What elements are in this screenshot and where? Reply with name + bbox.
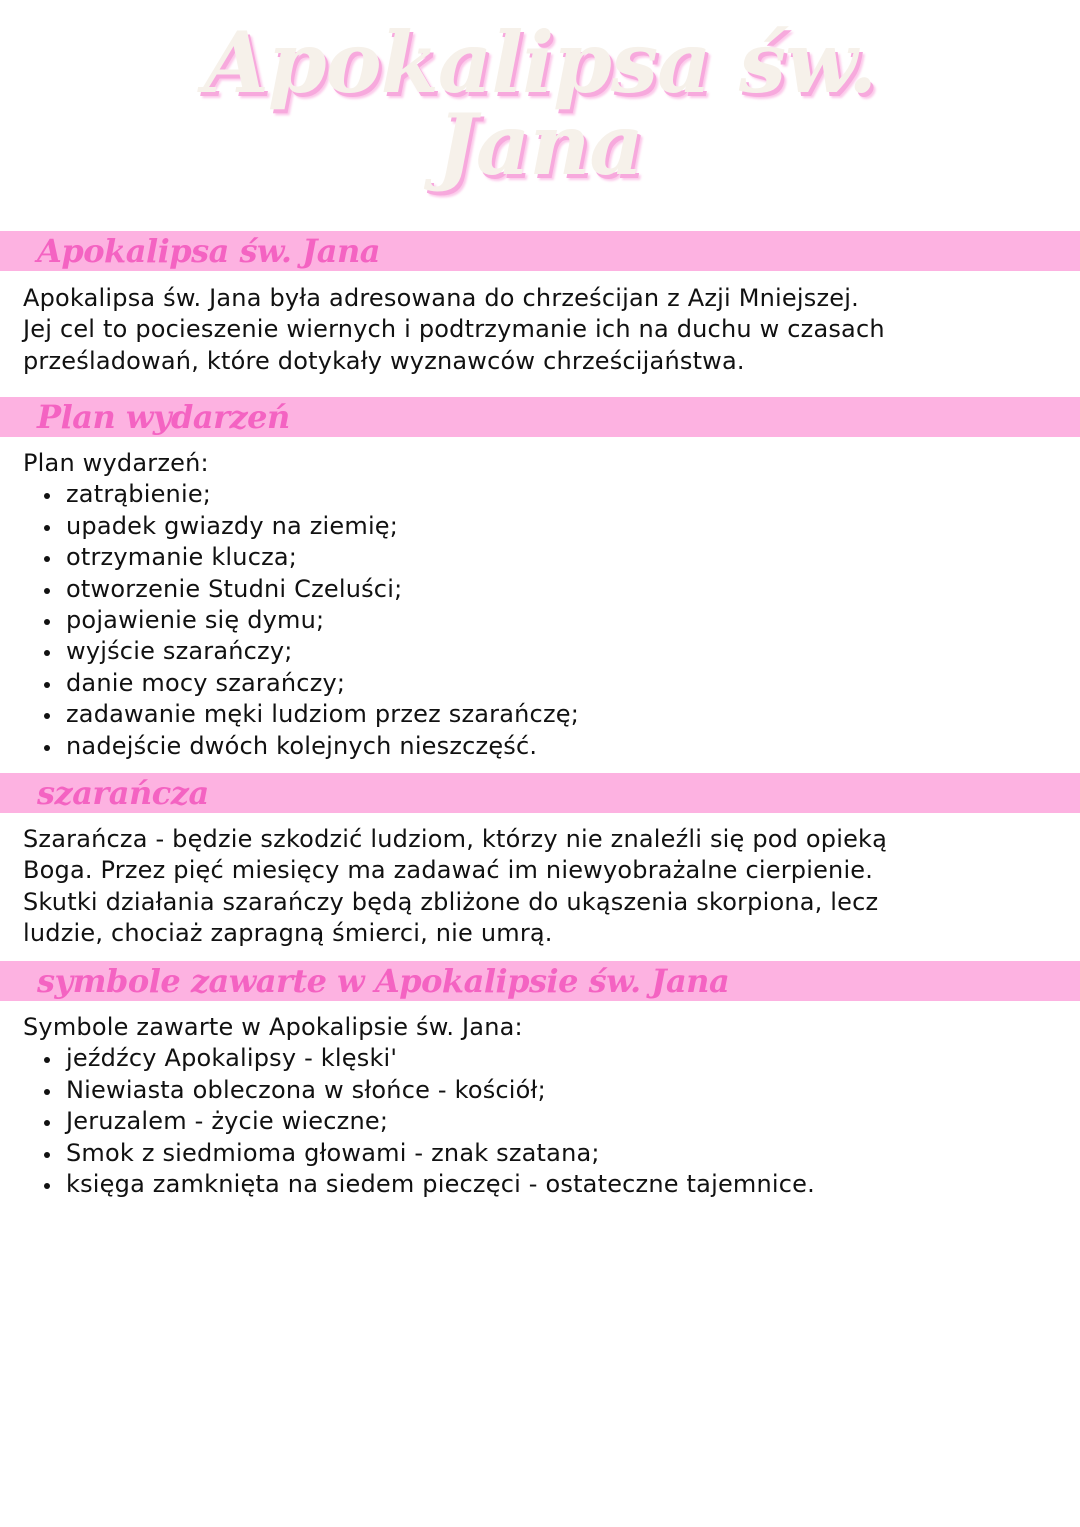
section-heading-apokalipsa: Apokalipsa św. Jana: [37, 232, 381, 270]
paragraph-line: Apokalipsa św. Jana była adresowana do chrześcijan z Azji Mniejszej.: [23, 284, 859, 312]
section-body-szarancza: [23, 824, 887, 950]
symbols-list: [23, 1043, 815, 1200]
list-item: otworzenie Studni Czeluści;: [23, 574, 579, 605]
paragraph-line: prześladowań, które dotykały wyznawców chrześcijaństwa.: [23, 346, 745, 375]
paragraph-line: Skutki działania szarańczy będą zbliżone do ukąszenia skorpiona, lecz: [23, 887, 879, 916]
list-item: księga zamknięta na siedem pieczęci - ostateczne tajemnice.: [23, 1169, 815, 1200]
list-item: otrzymanie klucza;: [23, 542, 579, 573]
section-header-band-szarancza: [0, 773, 1080, 813]
section-body-symbole: [23, 1012, 815, 1200]
section-heading-symbole: symbole zawarte w Apokalipsie św. Jana: [37, 962, 730, 1000]
paragraph-line: Szarańcza - będzie szkodzić ludziom, którzy nie znaleźli się pod opieką: [23, 825, 888, 853]
section-header-band-symbole: [0, 961, 1080, 1001]
events-list: [23, 479, 579, 762]
list-intro: Symbole zawarte w Apokalipsie św. Jana:: [23, 1013, 523, 1041]
list-item: zatrąbienie;: [23, 479, 579, 510]
document-title: [0, 13, 1080, 194]
section-header-band-plan: [0, 397, 1080, 437]
section-heading-szarancza: szarańcza: [37, 774, 209, 812]
paragraph-line: Boga. Przez pięć miesięcy ma zadawać im niewyobrażalne cierpienie.: [23, 856, 874, 885]
list-item: nadejście dwóch kolejnych nieszczęść.: [23, 731, 579, 762]
list-intro: Plan wydarzeń:: [23, 449, 209, 477]
list-item: Jeruzalem - życie wieczne;: [23, 1106, 815, 1137]
section-header-band-apokalipsa: [0, 231, 1080, 271]
document-title-line-2: Jana: [437, 95, 643, 194]
list-item: Smok z siedmioma głowami - znak szatana;: [23, 1138, 815, 1169]
section-body-plan: [23, 448, 579, 762]
section-body-apokalipsa: [23, 283, 885, 377]
list-item: upadek gwiazdy na ziemię;: [23, 511, 579, 542]
section-heading-plan: Plan wydarzeń: [37, 398, 290, 436]
list-item: danie mocy szarańczy;: [23, 668, 579, 699]
document-title-line-1: Apokalipsa św.: [203, 13, 877, 112]
list-item: Niewiasta obleczona w słońce - kościół;: [23, 1075, 815, 1106]
list-item: pojawienie się dymu;: [23, 605, 579, 636]
list-item: jeźdźcy Apokalipsy - klęski': [23, 1043, 815, 1074]
list-item: zadawanie męki ludziom przez szarańczę;: [23, 699, 579, 730]
paragraph-line: ludzie, chociaż zapragną śmierci, nie umrą.: [23, 919, 553, 948]
list-item: wyjście szarańczy;: [23, 636, 579, 667]
paragraph-line: Jej cel to pocieszenie wiernych i podtrzymanie ich na duchu w czasach: [23, 315, 885, 344]
